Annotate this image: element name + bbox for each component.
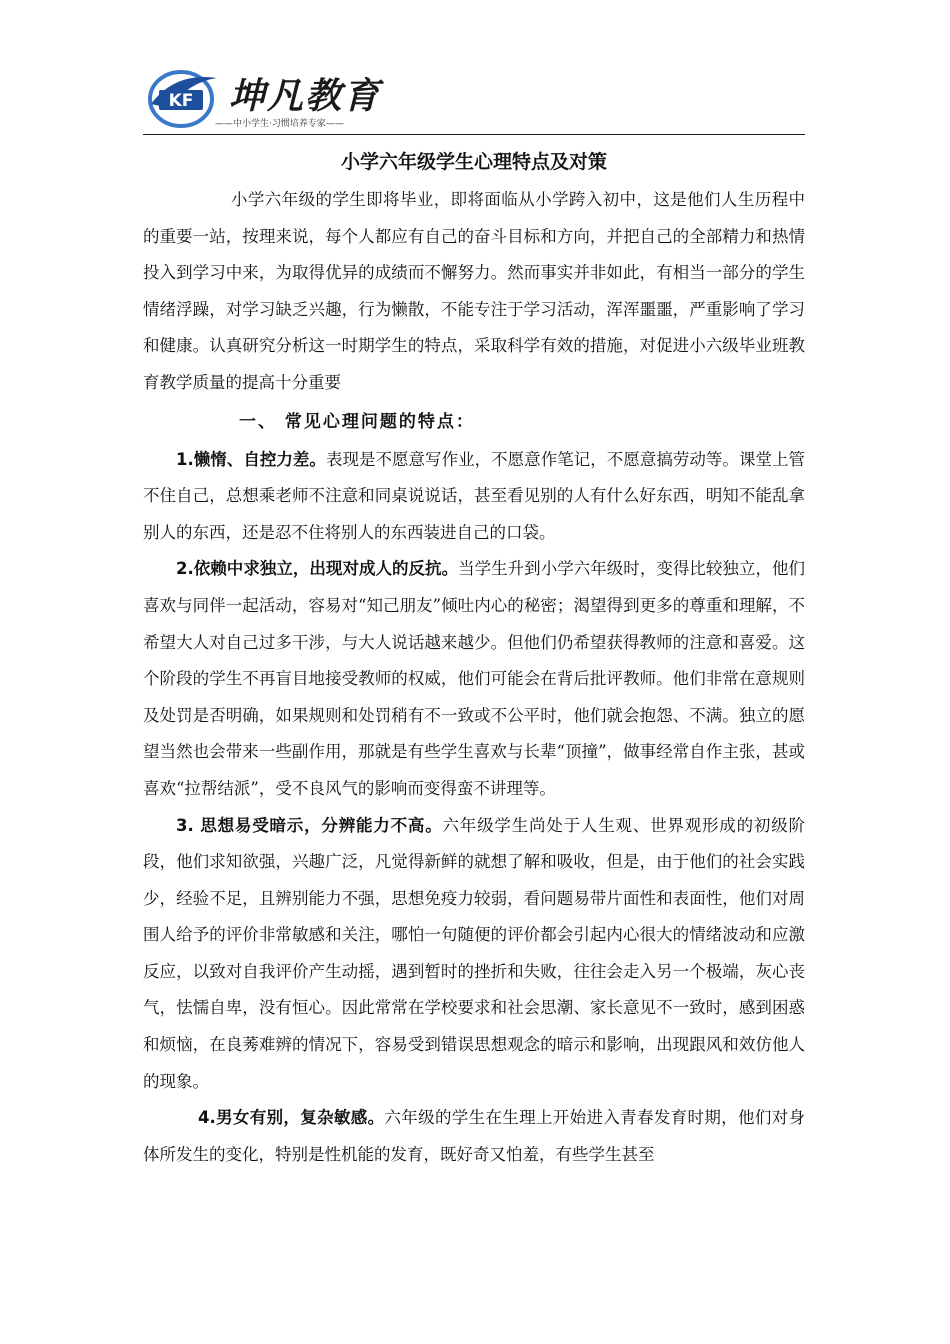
brand-name: 坤凡教育 xyxy=(229,76,382,117)
item-lead: 2.依赖中求独立，出现对成人的反抗。 xyxy=(176,559,459,579)
item-lead: 1.懒惰、自控力差。 xyxy=(176,449,326,469)
item-body: 六年级的学生在生理上开始进入青春发育时期，他们对身体所发生的变化，特别是性机能的发育，既好奇又怕羞，有些学生甚至 xyxy=(143,1108,806,1164)
logo-text: KF xyxy=(168,91,194,111)
list-item xyxy=(143,1100,805,1173)
item-lead: 3. 思想易受暗示，分辨能力不高。 xyxy=(176,815,443,835)
list-item xyxy=(143,442,805,552)
list-item xyxy=(143,551,805,807)
item-lead: 4.男女有别，复杂敏感。 xyxy=(198,1108,385,1128)
intro-paragraph: 小学六年级的学生即将毕业，即将面临从小学跨入初中，这是他们人生历程中的重要一站，按理来说，每个人都应有自己的奋斗目标和方向，并把自己的全部精力和热情投入到学习中来，为取得优异的成绩而不懈努力。然而事实并非如此，有相当一部分的学生情绪浮躁，对学习缺乏兴趣，行为懒散，不能专注于学习活动，浑浑噩噩，严重影响了学习和健康。认真研究分析这一时期学生的特点，采取科学有效的措施，对促进小六级毕业班教育教学质量的提高十分重要 xyxy=(143,190,805,392)
document-header xyxy=(143,60,805,135)
header-divider xyxy=(143,134,805,135)
section-heading: 一、 常见心理问题的特点： xyxy=(239,411,475,432)
kf-logo-icon xyxy=(145,64,225,130)
list-item xyxy=(143,808,805,1101)
item-body: 六年级学生尚处于人生观、世界观形成的初级阶段，他们求知欲强，兴趣广泛，凡觉得新鲜的就想了解和吸收，但是，由于他们的社会实践少，经验不足，且辨别能力不强，思想免疫力较弱，看问题易带片面性和表面性，他们对周围人给予的评价非常敏感和关注，哪怕一句随便的评价都会引起内心很大的情绪波动和应激反应，以致对自我评价产生动摇，遇到暂时的挫折和失败，往往会走入另一个极端，灰心丧气，怯懦自卑，没有恒心。因此常常在学校要求和社会思潮、家长意见不一致时，感到困惑和烦恼，在良莠难辨的情况下，容易受到错误思想观念的暗示和影响，出现跟风和效仿他人的现象。 xyxy=(143,815,806,1091)
document-body xyxy=(143,142,805,1173)
item-body: 当学生升到小学六年级时，变得比较独立，他们喜欢与同伴一起活动，容易对“知己朋友”倾吐内心的秘密；渴望得到更多的尊重和理解，不希望大人对自己过多干涉，与大人说话越来越少。但他们仍希望获得教师的注意和喜爱。这个阶段的学生不再盲目地接受教师的权威，他们可能会在背后批评教师。他们非常在意规则及处罚是否明确，如果规则和处罚稍有不一致或不公平时，他们就会抱怨、不满。独立的愿望当然也会带来一些副作用，那就是有些学生喜欢与长辈“顶撞”，做事经常自作主张，甚或喜欢“拉帮结派”，受不良风气的影响而变得蛮不讲理等。 xyxy=(143,559,805,798)
item-body: 表现是不愿意写作业，不愿意作笔记，不愿意搞劳动等。课堂上管不住自己，总想乘老师不注意和同桌说说话，甚至看见别的人有什么好东西，明知不能乱拿别人的东西，还是忍不住将别人的东西装进自己的口袋。 xyxy=(143,449,806,542)
document-title: 小学六年级学生心理特点及对策 xyxy=(340,151,607,173)
brand-tagline: ——中小学生·习惯培养专家—— xyxy=(215,119,344,129)
